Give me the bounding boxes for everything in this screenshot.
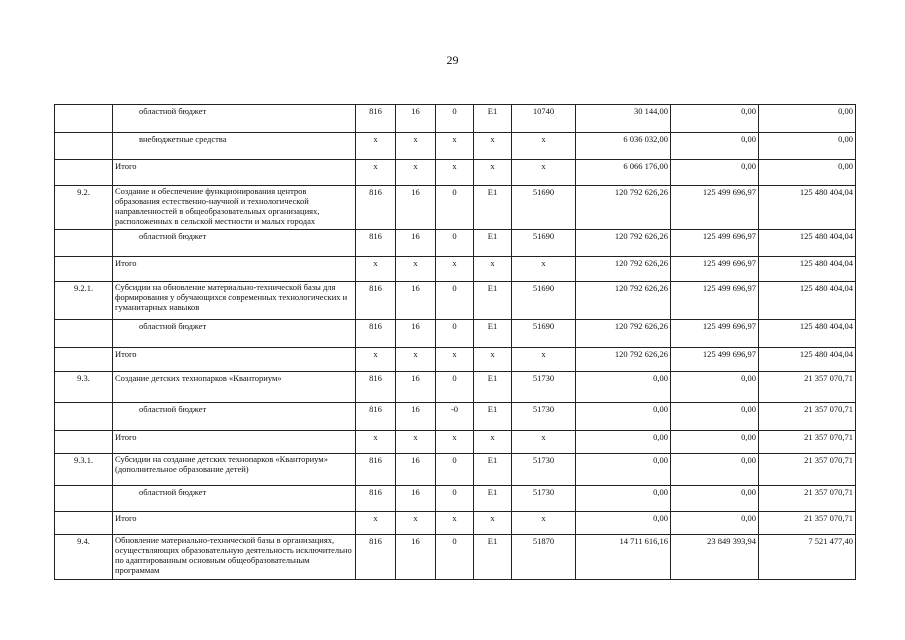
code-subsection: х <box>436 133 474 160</box>
table-row <box>55 372 856 403</box>
row-description: Итого <box>113 257 356 282</box>
code-section: 16 <box>396 535 436 580</box>
amount-year-1: 6 066 176,00 <box>576 160 671 186</box>
table-row <box>55 105 856 133</box>
amount-year-1: 0,00 <box>576 431 671 454</box>
amount-year-3: 125 480 404,04 <box>759 282 856 320</box>
code-subsection: 0 <box>436 454 474 486</box>
code-subsection: х <box>436 257 474 282</box>
amount-year-3: 125 480 404,04 <box>759 348 856 372</box>
code-kbk: 816 <box>356 486 396 512</box>
row-description: Создание и обеспечение функционирования центров образования естественно-научной и технологической направленностей в общеобразовательных организациях, расположенных в сельской местности и малых городах <box>113 186 356 230</box>
code-program: Е1 <box>474 454 512 486</box>
code-target: 51870 <box>512 535 576 580</box>
table-row <box>55 348 856 372</box>
amount-year-3: 21 357 070,71 <box>759 454 856 486</box>
code-kbk: 816 <box>356 454 396 486</box>
amount-year-3: 21 357 070,71 <box>759 512 856 535</box>
amount-year-2: 0,00 <box>671 105 759 133</box>
code-subsection: х <box>436 512 474 535</box>
amount-year-3: 7 521 477,40 <box>759 535 856 580</box>
amount-year-2: 0,00 <box>671 133 759 160</box>
code-section: х <box>396 348 436 372</box>
code-target: 51730 <box>512 486 576 512</box>
amount-year-1: 120 792 626,26 <box>576 282 671 320</box>
row-number <box>55 105 113 133</box>
code-kbk: 816 <box>356 230 396 257</box>
amount-year-1: 0,00 <box>576 512 671 535</box>
row-description: Итого <box>113 431 356 454</box>
code-program: х <box>474 160 512 186</box>
row-number <box>55 486 113 512</box>
row-number: 9.2. <box>55 186 113 230</box>
amount-year-1: 14 711 616,16 <box>576 535 671 580</box>
row-number <box>55 160 113 186</box>
amount-year-2: 125 499 696,97 <box>671 320 759 348</box>
row-description: Итого <box>113 348 356 372</box>
code-program: х <box>474 431 512 454</box>
amount-year-3: 125 480 404,04 <box>759 186 856 230</box>
amount-year-1: 120 792 626,26 <box>576 230 671 257</box>
amount-year-2: 125 499 696,97 <box>671 230 759 257</box>
code-subsection: 0 <box>436 230 474 257</box>
code-program: х <box>474 512 512 535</box>
code-program: Е1 <box>474 320 512 348</box>
row-description: областной бюджет <box>113 230 356 257</box>
row-description: Итого <box>113 160 356 186</box>
amount-year-1: 0,00 <box>576 486 671 512</box>
amount-year-1: 0,00 <box>576 454 671 486</box>
row-description: областной бюджет <box>113 403 356 431</box>
code-target: 51690 <box>512 230 576 257</box>
table-row <box>55 454 856 486</box>
amount-year-3: 125 480 404,04 <box>759 320 856 348</box>
code-target: 51730 <box>512 372 576 403</box>
table-row <box>55 535 856 580</box>
code-subsection: х <box>436 160 474 186</box>
amount-year-3: 21 357 070,71 <box>759 403 856 431</box>
code-program: Е1 <box>474 230 512 257</box>
code-target: 10740 <box>512 105 576 133</box>
code-program: Е1 <box>474 486 512 512</box>
table-row <box>55 512 856 535</box>
code-section: 16 <box>396 486 436 512</box>
code-section: 16 <box>396 282 436 320</box>
amount-year-2: 0,00 <box>671 512 759 535</box>
code-kbk: х <box>356 512 396 535</box>
amount-year-1: 120 792 626,26 <box>576 186 671 230</box>
row-number: 9.2.1. <box>55 282 113 320</box>
code-kbk: 816 <box>356 403 396 431</box>
table-row <box>55 486 856 512</box>
table-row <box>55 282 856 320</box>
table-row <box>55 133 856 160</box>
code-program: Е1 <box>474 535 512 580</box>
amount-year-2: 0,00 <box>671 454 759 486</box>
code-kbk: х <box>356 160 396 186</box>
code-target: 51730 <box>512 454 576 486</box>
amount-year-3: 125 480 404,04 <box>759 257 856 282</box>
amount-year-1: 120 792 626,26 <box>576 320 671 348</box>
code-section: х <box>396 512 436 535</box>
code-section: 16 <box>396 454 436 486</box>
code-program: Е1 <box>474 372 512 403</box>
code-target: х <box>512 431 576 454</box>
amount-year-2: 0,00 <box>671 431 759 454</box>
code-kbk: 816 <box>356 535 396 580</box>
code-subsection: х <box>436 431 474 454</box>
amount-year-3: 125 480 404,04 <box>759 230 856 257</box>
code-kbk: 816 <box>356 186 396 230</box>
row-description: Итого <box>113 512 356 535</box>
code-target: 51690 <box>512 320 576 348</box>
code-section: х <box>396 257 436 282</box>
amount-year-1: 120 792 626,26 <box>576 257 671 282</box>
row-description: областной бюджет <box>113 105 356 133</box>
row-number <box>55 348 113 372</box>
amount-year-1: 0,00 <box>576 372 671 403</box>
code-program: х <box>474 133 512 160</box>
code-subsection: 0 <box>436 486 474 512</box>
code-section: 16 <box>396 230 436 257</box>
row-number <box>55 320 113 348</box>
code-subsection: 0 <box>436 535 474 580</box>
row-description: Обновление материально-технической базы в организациях, осуществляющих образовательную деятельность исключительно по адаптированным основным общеобразовательным программам <box>113 535 356 580</box>
code-program: Е1 <box>474 186 512 230</box>
amount-year-2: 125 499 696,97 <box>671 186 759 230</box>
code-program: х <box>474 257 512 282</box>
page-number: 29 <box>446 53 459 67</box>
code-program: Е1 <box>474 403 512 431</box>
code-target: х <box>512 133 576 160</box>
amount-year-1: 30 144,00 <box>576 105 671 133</box>
code-subsection: 0 <box>436 105 474 133</box>
code-kbk: х <box>356 257 396 282</box>
amount-year-3: 0,00 <box>759 160 856 186</box>
code-target: 51690 <box>512 282 576 320</box>
budget-table <box>54 104 856 580</box>
row-number: 9.3.1. <box>55 454 113 486</box>
code-program: Е1 <box>474 282 512 320</box>
row-description: внебюджетные средства <box>113 133 356 160</box>
amount-year-2: 125 499 696,97 <box>671 257 759 282</box>
amount-year-2: 125 499 696,97 <box>671 282 759 320</box>
code-program: Е1 <box>474 105 512 133</box>
code-kbk: 816 <box>356 105 396 133</box>
table-row <box>55 431 856 454</box>
code-section: х <box>396 431 436 454</box>
row-description: Субсидии на обновление материально-технической базы для формирования у обучающихся современных технологических и гуманитарных навыков <box>113 282 356 320</box>
code-kbk: 816 <box>356 372 396 403</box>
row-number <box>55 512 113 535</box>
code-subsection: 0 <box>436 372 474 403</box>
code-target: х <box>512 512 576 535</box>
amount-year-3: 21 357 070,71 <box>759 431 856 454</box>
code-section: 16 <box>396 372 436 403</box>
amount-year-3: 21 357 070,71 <box>759 372 856 403</box>
table-row <box>55 403 856 431</box>
row-description: Субсидии на создание детских технопарков «Кванториум» (дополнительное образование детей) <box>113 454 356 486</box>
code-subsection: 0 <box>436 320 474 348</box>
code-target: 51690 <box>512 186 576 230</box>
code-target: х <box>512 160 576 186</box>
amount-year-2: 23 849 393,94 <box>671 535 759 580</box>
row-description: Создание детских технопарков «Кванториум» <box>113 372 356 403</box>
table-body <box>55 105 856 580</box>
row-number: 9.4. <box>55 535 113 580</box>
code-subsection: х <box>436 348 474 372</box>
amount-year-2: 0,00 <box>671 372 759 403</box>
code-kbk: х <box>356 348 396 372</box>
code-section: х <box>396 133 436 160</box>
code-section: 16 <box>396 105 436 133</box>
code-section: х <box>396 160 436 186</box>
table-row <box>55 257 856 282</box>
code-section: 16 <box>396 320 436 348</box>
code-section: 16 <box>396 186 436 230</box>
row-number <box>55 431 113 454</box>
row-number: 9.3. <box>55 372 113 403</box>
code-kbk: 816 <box>356 320 396 348</box>
table-row <box>55 230 856 257</box>
code-section: 16 <box>396 403 436 431</box>
table-row <box>55 186 856 230</box>
code-target: 51730 <box>512 403 576 431</box>
amount-year-1: 120 792 626,26 <box>576 348 671 372</box>
code-target: х <box>512 348 576 372</box>
code-kbk: х <box>356 133 396 160</box>
code-kbk: 816 <box>356 282 396 320</box>
row-description: областной бюджет <box>113 320 356 348</box>
amount-year-2: 0,00 <box>671 486 759 512</box>
row-number <box>55 403 113 431</box>
code-subsection: 0 <box>436 282 474 320</box>
code-target: х <box>512 257 576 282</box>
amount-year-2: 125 499 696,97 <box>671 348 759 372</box>
row-number <box>55 230 113 257</box>
amount-year-2: 0,00 <box>671 403 759 431</box>
code-program: х <box>474 348 512 372</box>
table-row <box>55 320 856 348</box>
row-number <box>55 257 113 282</box>
code-subsection: 0 <box>436 186 474 230</box>
amount-year-3: 0,00 <box>759 133 856 160</box>
amount-year-3: 21 357 070,71 <box>759 486 856 512</box>
amount-year-1: 6 036 032,00 <box>576 133 671 160</box>
code-kbk: х <box>356 431 396 454</box>
code-subsection: -0 <box>436 403 474 431</box>
row-number <box>55 133 113 160</box>
amount-year-1: 0,00 <box>576 403 671 431</box>
amount-year-3: 0,00 <box>759 105 856 133</box>
amount-year-2: 0,00 <box>671 160 759 186</box>
row-description: областной бюджет <box>113 486 356 512</box>
table-row <box>55 160 856 186</box>
